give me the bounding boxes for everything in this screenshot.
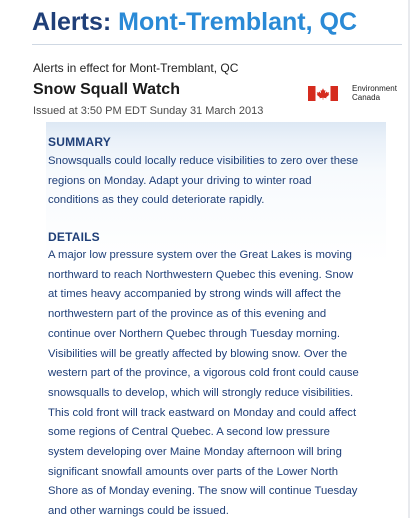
alerts-in-effect-label: Alerts in effect for Mont-Tremblant, QC bbox=[33, 61, 239, 75]
summary-text bbox=[48, 152, 392, 211]
details-line: A major low pressure system over the Great Lakes is moving bbox=[48, 249, 352, 261]
canada-flag-icon bbox=[308, 86, 338, 101]
details-line: system developing over Maine Monday afternoon will bring bbox=[48, 446, 342, 459]
details-line: some regions of Central Quebec. A second low pressure bbox=[48, 426, 330, 439]
details-heading: DETAILS bbox=[48, 230, 100, 244]
header-divider bbox=[32, 44, 402, 45]
wordmark-line-1: Environment bbox=[352, 84, 397, 93]
details-line: northward to reach Northwestern Quebec this evening. Snow bbox=[48, 268, 354, 281]
page-title bbox=[32, 7, 357, 37]
summary-heading: SUMMARY bbox=[48, 135, 111, 149]
environment-canada-logo bbox=[308, 84, 404, 106]
details-line: western part of the province, a vigorous cold front could cause bbox=[48, 367, 359, 380]
details-line: snowsqualls to develop, which will strongly reduce visibilities. bbox=[48, 386, 354, 399]
summary-line: Snowsqualls could locally reduce visibilities to zero over these bbox=[48, 155, 359, 167]
alert-issued-timestamp: Issued at 3:50 PM EDT Sunday 31 March 2013 bbox=[33, 105, 264, 117]
page-title-prefix: Alerts: bbox=[32, 8, 112, 36]
details-text bbox=[48, 246, 392, 518]
summary-line: regions on Monday. Adapt your driving to winter road bbox=[48, 174, 312, 187]
wordmark-line-2: Canada bbox=[352, 93, 381, 102]
details-line: Shore as of Monday evening. The snow will continue Tuesday bbox=[48, 485, 358, 498]
details-line: continue over Northern Quebec through Tuesday morning. bbox=[48, 327, 341, 340]
page-title-location[interactable]: Mont-Tremblant, QC bbox=[118, 8, 358, 36]
summary-line: conditions as they could deteriorate rapidly. bbox=[48, 194, 265, 207]
details-line: This cold front will track eastward on Monday and could affect bbox=[48, 406, 357, 419]
details-line: Visibilities will be greatly affected by blowing snow. Over the bbox=[48, 347, 348, 360]
environment-canada-wordmark bbox=[352, 84, 397, 102]
details-line: northwestern part of the province as of this evening and bbox=[48, 308, 327, 321]
details-line: and other warnings could be issued. bbox=[48, 505, 229, 518]
details-line: significant snowfall amounts over parts of the Lower North bbox=[48, 465, 339, 478]
details-line: at times heavy accompanied by strong winds will affect the bbox=[48, 288, 342, 301]
alert-title: Snow Squall Watch bbox=[33, 81, 180, 98]
